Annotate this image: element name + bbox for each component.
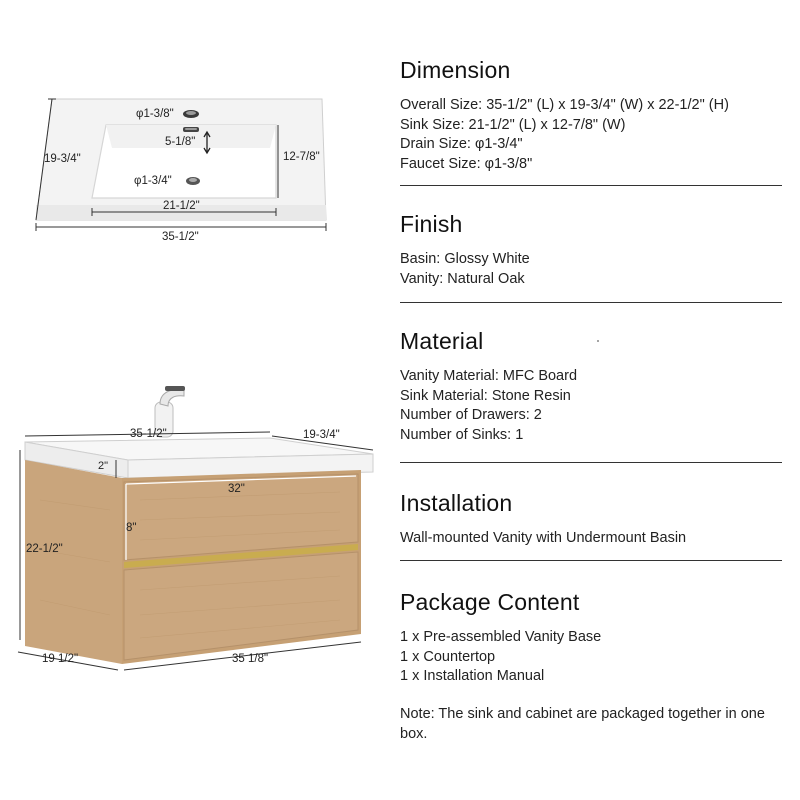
package-heading: Package Content xyxy=(400,589,580,615)
base-depth-label: 19 1/2" xyxy=(42,653,79,665)
drawer-height-label: 8" xyxy=(126,522,137,534)
package-item-vanity-base: 1 x Pre-assembled Vanity Base xyxy=(400,629,602,645)
vanity-material-line: Vanity Material: MFC Board xyxy=(400,368,578,384)
dimension-heading: Dimension xyxy=(400,57,511,83)
basin-finish-line: Basin: Glossy White xyxy=(400,251,530,267)
faucet-size-line: Faucet Size: φ1-3/8" xyxy=(400,155,533,172)
package-note: Note: The sink and cabinet are packaged together in one box. xyxy=(400,706,765,742)
sink-material-line: Sink Material: Stone Resin xyxy=(400,387,571,404)
sink-top-view-diagram xyxy=(0,0,390,250)
faucet-hole-icon xyxy=(183,110,199,118)
divider xyxy=(400,560,782,561)
sink-depth-label: 12-7/8" xyxy=(283,151,320,163)
package-item-manual: 1 x Installation Manual xyxy=(400,668,545,684)
base-width-label: 35 1/8" xyxy=(232,653,269,665)
height-label: 22-1/2" xyxy=(26,543,63,555)
package-section xyxy=(400,589,782,687)
basin-depth-label: 5-1/8" xyxy=(165,136,196,148)
material-heading: Material xyxy=(400,328,484,354)
drain-size-label: φ1-3/4" xyxy=(134,175,172,187)
drawer-width-label: 32" xyxy=(228,483,245,495)
divider xyxy=(400,462,782,463)
product-diagrams xyxy=(0,0,390,800)
finish-section xyxy=(400,211,782,289)
top-thickness-label: 2" xyxy=(98,460,109,472)
vanity-finish-line: Vanity: Natural Oak xyxy=(400,270,525,287)
installation-line: Wall-mounted Vanity with Undermount Basin xyxy=(400,530,687,546)
finish-heading: Finish xyxy=(400,211,463,237)
material-section xyxy=(400,328,782,445)
overflow-slot-icon xyxy=(183,127,199,132)
drain-size-line: Drain Size: φ1-3/4" xyxy=(400,136,523,152)
overall-size-line: Overall Size: 35-1/2" (L) x 19-3/4" (W) x 22-1/2" (H) xyxy=(400,97,729,113)
installation-section xyxy=(400,490,782,549)
sink-size-line: Sink Size: 21-1/2" (L) x 12-7/8" (W) xyxy=(400,116,626,133)
overall-width-label: 35-1/2" xyxy=(162,231,199,243)
package-item-countertop: 1 x Countertop xyxy=(400,648,496,665)
divider xyxy=(400,302,782,303)
drawer-count-line: Number of Drawers: 2 xyxy=(400,407,542,423)
stray-dot xyxy=(597,340,599,342)
side-depth-label: 19-3/4" xyxy=(44,153,81,165)
lower-drawer xyxy=(124,552,358,660)
cabinet-side-panel xyxy=(25,460,122,664)
spec-panel xyxy=(400,0,790,800)
faucet-hole-label: φ1-3/8" xyxy=(136,108,174,120)
top-depth-label: 19-3/4" xyxy=(303,429,340,441)
sink-count-line: Number of Sinks: 1 xyxy=(400,426,524,443)
vanity-front-view-diagram xyxy=(0,380,390,800)
installation-heading: Installation xyxy=(400,490,513,516)
dimension-section xyxy=(400,57,782,174)
sink-width-label: 21-1/2" xyxy=(163,200,200,212)
divider xyxy=(400,185,782,186)
top-width-label: 35-1/2" xyxy=(130,428,167,440)
drain-icon xyxy=(186,177,200,185)
